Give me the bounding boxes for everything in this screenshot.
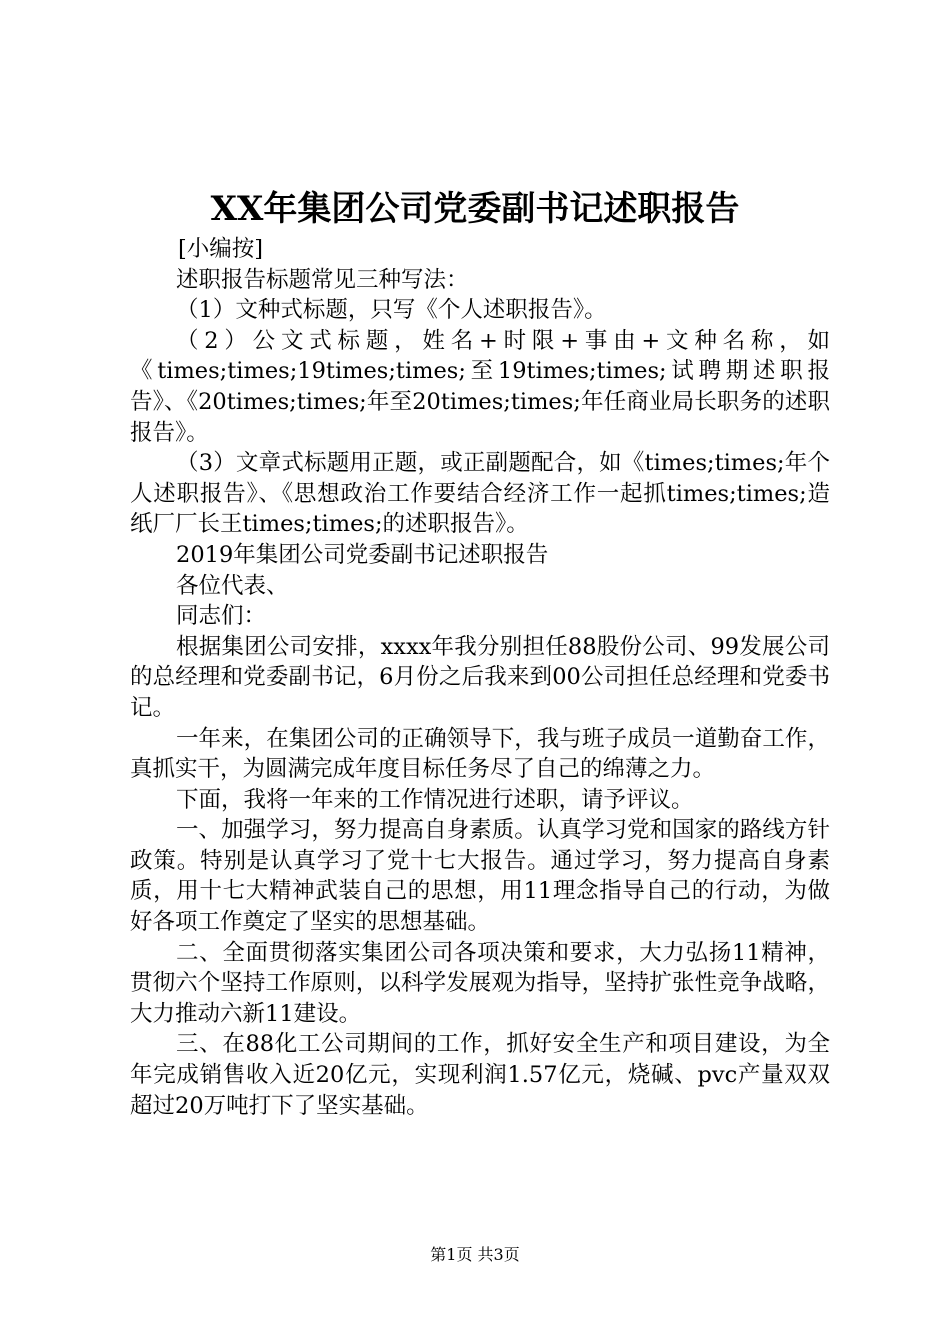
- salutation: 各位代表、: [176, 572, 289, 599]
- paragraph: （1）文种式标题，只写《个人述职报告》。: [176, 297, 607, 324]
- paragraph: （2）公文式标题，姓名+时限+事由+文种名称，如《times;times;19times;times;至19times;times;试聘期述职报告》、《20times;times;年至20times;times;年任商业局长职务的述职报告》。: [130, 327, 830, 446]
- document-body: [130, 234, 830, 1121]
- editor-note: [小编按]: [178, 236, 264, 262]
- paragraph: 一年来，在集团公司的正确领导下，我与班子成员一道勤奋工作，真抓实干，为圆满完成年度目标任务尽了自己的绵薄之力。: [130, 725, 830, 783]
- paragraph: 一、加强学习，努力提高自身素质。认真学习党和国家的路线方针政策。特别是认真学习了党十七大报告。通过学习，努力提高自身素质，用十七大精神武装自己的思想，用11理念指导自己的行动，为做好各项工作奠定了坚实的思想基础。: [130, 817, 830, 936]
- paragraph: 根据集团公司安排，xxxx年我分别担任88股份公司、99发展公司的总经理和党委副书记，6月份之后我来到00公司担任总经理和党委书记。: [130, 633, 830, 721]
- paragraph: 述职报告标题常见三种写法：: [176, 266, 469, 293]
- paragraph: 三、在88化工公司期间的工作，抓好安全生产和项目建设，为全年完成销售收入近20亿元，实现利润1.57亿元，烧碱、pvc产量双双超过20万吨打下了坚实基础。: [130, 1031, 830, 1119]
- page-footer: 第1页 共3页: [430, 1245, 520, 1264]
- document-title: XX年集团公司党委副书记述职报告: [210, 189, 740, 229]
- salutation: 同志们：: [176, 603, 267, 630]
- paragraph: （3）文章式标题用正题，或正副题配合，如《times;times;年个人述职报告》、《思想政治工作要结合经济工作一起抓times;times;造纸厂厂长王times;times;的述职报告》。: [130, 450, 830, 538]
- paragraph: 二、全面贯彻落实集团公司各项决策和要求，大力弘扬11精神，贯彻六个坚持工作原则，以科学发展观为指导，坚持扩张性竞争战略，大力推动六新11建设。: [130, 939, 830, 1027]
- report-heading: 2019年集团公司党委副书记述职报告: [176, 541, 549, 568]
- paragraph: 下面，我将一年来的工作情况进行述职，请予评议。: [176, 786, 694, 813]
